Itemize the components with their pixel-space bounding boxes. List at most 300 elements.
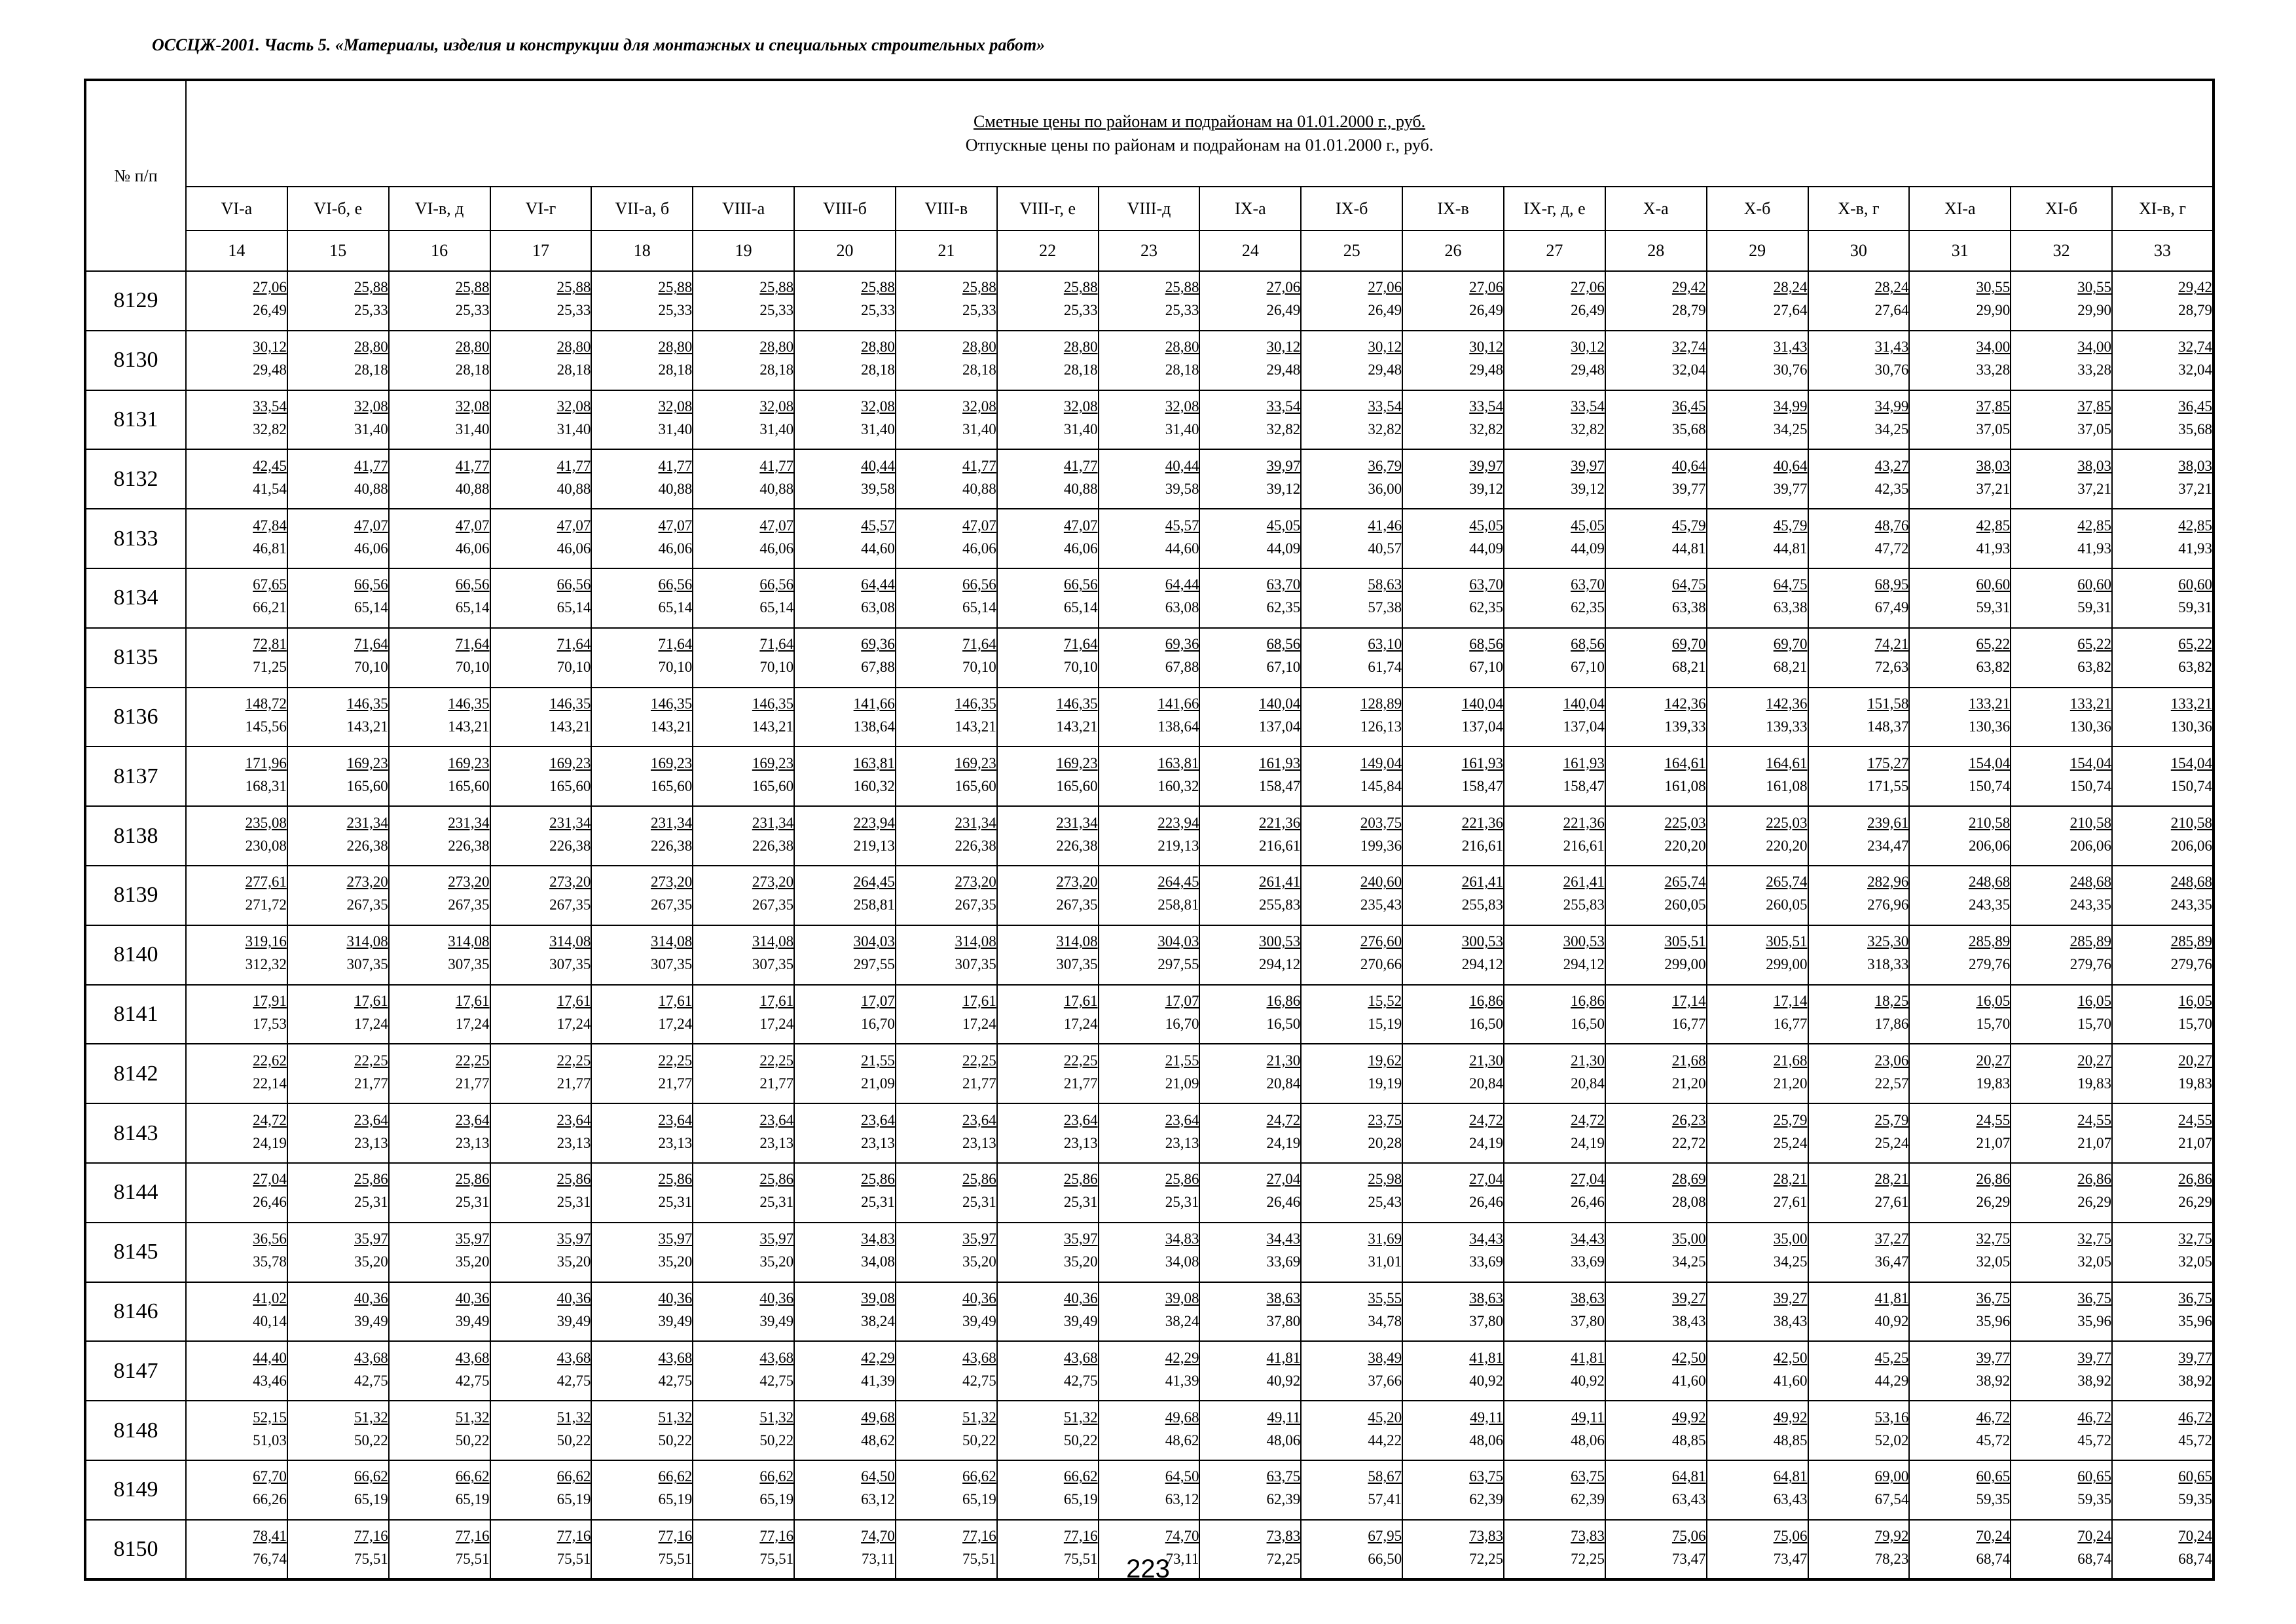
release-price: 25,31 <box>1063 1194 1098 1211</box>
price-cell <box>1504 688 1605 747</box>
release-price: 294,12 <box>1259 956 1301 973</box>
price-cell <box>1605 449 1707 509</box>
price-cell <box>1909 568 2011 628</box>
price-cell <box>1504 985 1605 1044</box>
price-cell <box>1808 449 1910 509</box>
release-price: 40,88 <box>455 480 490 497</box>
release-price: 65,14 <box>556 599 591 616</box>
estimated-price: 35,97 <box>556 1230 591 1247</box>
price-cell <box>2112 866 2214 925</box>
estimated-price: 66,62 <box>455 1468 490 1485</box>
price-cell <box>896 568 997 628</box>
estimated-price: 27,06 <box>1571 279 1605 296</box>
release-price: 17,24 <box>1063 1015 1098 1032</box>
estimated-price: 314,08 <box>346 933 388 950</box>
region-column-header: VII-а, б <box>591 187 693 231</box>
price-cell <box>186 449 287 509</box>
price-cell <box>490 449 592 509</box>
estimated-price: 47,07 <box>354 517 388 534</box>
release-price: 312,32 <box>245 956 287 973</box>
estimated-price: 261,41 <box>1259 874 1301 891</box>
release-price: 25,31 <box>556 1194 591 1211</box>
estimated-price: 66,62 <box>354 1468 388 1485</box>
estimated-price: 175,27 <box>1867 754 1909 771</box>
release-price: 31,40 <box>1063 420 1098 437</box>
release-price: 165,60 <box>752 777 794 794</box>
release-price: 35,68 <box>1671 420 1706 437</box>
price-cell <box>693 806 794 866</box>
release-price: 46,06 <box>759 540 794 557</box>
release-price: 40,92 <box>1266 1372 1301 1389</box>
release-price: 35,20 <box>759 1253 794 1270</box>
price-cell <box>287 390 389 450</box>
release-price: 25,24 <box>1773 1134 1808 1151</box>
release-price: 50,22 <box>759 1431 794 1449</box>
release-price: 20,28 <box>1368 1134 1402 1151</box>
estimated-price: 41,81 <box>1469 1349 1503 1366</box>
release-price: 216,61 <box>1259 837 1301 854</box>
estimated-price: 69,36 <box>1165 636 1199 653</box>
estimated-price: 47,07 <box>658 517 693 534</box>
estimated-price: 28,24 <box>1773 279 1808 296</box>
release-price: 20,84 <box>1469 1075 1503 1092</box>
estimated-price: 35,97 <box>962 1230 996 1247</box>
release-price: 73,11 <box>1165 1550 1199 1567</box>
release-price: 63,08 <box>1165 599 1199 616</box>
estimated-price: 239,61 <box>1867 814 1909 831</box>
estimated-price: 41,77 <box>759 457 794 474</box>
release-price: 318,33 <box>1867 956 1909 973</box>
release-price: 138,64 <box>853 718 895 735</box>
estimated-price: 46,72 <box>1976 1409 2011 1426</box>
price-cell <box>1099 1460 1200 1520</box>
table-row <box>85 747 2214 806</box>
estimated-price: 21,68 <box>1773 1052 1808 1069</box>
price-cell <box>287 747 389 806</box>
release-price: 67,10 <box>1571 659 1605 676</box>
price-cell <box>1099 331 1200 390</box>
region-column-header: VI-а <box>186 187 287 231</box>
release-price: 22,57 <box>1874 1075 1909 1092</box>
estimated-price: 45,05 <box>1266 517 1301 534</box>
region-column-header: IX-в <box>1402 187 1504 231</box>
release-price: 39,77 <box>1671 480 1706 497</box>
price-cell <box>1909 1282 2011 1342</box>
row-number: 8131 <box>85 390 186 450</box>
release-price: 39,49 <box>1063 1312 1098 1329</box>
release-price: 226,38 <box>752 837 794 854</box>
release-price: 57,38 <box>1368 599 1402 616</box>
estimated-price: 45,20 <box>1368 1409 1402 1426</box>
estimated-price: 34,00 <box>2077 339 2112 356</box>
price-cell <box>1402 449 1504 509</box>
price-cell <box>389 449 490 509</box>
price-cell <box>389 1223 490 1282</box>
estimated-price: 66,62 <box>556 1468 591 1485</box>
release-price: 65,14 <box>658 599 693 616</box>
release-price: 161,08 <box>1766 777 1808 794</box>
estimated-price: 60,60 <box>2077 576 2112 593</box>
release-price: 44,81 <box>1671 540 1706 557</box>
estimated-price: 41,81 <box>1266 1349 1301 1366</box>
estimated-price: 25,88 <box>962 279 996 296</box>
price-cell <box>490 628 592 688</box>
estimated-price: 71,64 <box>759 636 794 653</box>
estimated-price: 22,25 <box>1063 1052 1098 1069</box>
release-price: 28,18 <box>455 361 490 378</box>
column-number: 28 <box>1605 231 1707 271</box>
release-price: 19,19 <box>1368 1075 1402 1092</box>
release-price: 75,51 <box>658 1550 693 1567</box>
release-price: 21,20 <box>1671 1075 1706 1092</box>
row-number: 8144 <box>85 1163 186 1223</box>
release-price: 68,21 <box>1773 659 1808 676</box>
release-price: 35,96 <box>2178 1312 2213 1329</box>
row-number-header: № п/п <box>85 80 186 271</box>
price-cell <box>287 1103 389 1163</box>
release-price: 17,24 <box>455 1015 490 1032</box>
price-cell <box>1402 985 1504 1044</box>
price-cell <box>1301 390 1402 450</box>
price-cell <box>287 1163 389 1223</box>
price-cell <box>896 509 997 568</box>
price-cell <box>2112 390 2214 450</box>
estimated-price: 221,36 <box>1563 814 1605 831</box>
release-price: 59,31 <box>2178 599 2213 616</box>
release-price: 65,19 <box>556 1491 591 1508</box>
price-cell <box>1099 509 1200 568</box>
table-row <box>85 1341 2214 1401</box>
estimated-price: 77,16 <box>962 1527 996 1544</box>
release-price: 20,84 <box>1571 1075 1605 1092</box>
estimated-price: 33,54 <box>1368 397 1402 415</box>
price-cell <box>490 1282 592 1342</box>
release-price: 230,08 <box>245 837 287 854</box>
estimated-price: 32,08 <box>1165 397 1199 415</box>
release-price: 71,25 <box>253 659 287 676</box>
release-price: 16,50 <box>1266 1015 1301 1032</box>
estimated-price: 69,70 <box>1671 636 1706 653</box>
release-price: 165,60 <box>955 777 996 794</box>
price-cell <box>591 688 693 747</box>
release-price: 32,82 <box>1368 420 1402 437</box>
price-cell <box>1707 866 1808 925</box>
estimated-price: 26,86 <box>1976 1171 2011 1188</box>
release-price: 22,72 <box>1671 1134 1706 1151</box>
estimated-price: 42,45 <box>253 457 287 474</box>
price-cell <box>1909 747 2011 806</box>
estimated-price: 210,58 <box>1968 814 2011 831</box>
estimated-price: 34,99 <box>1773 397 1808 415</box>
estimated-price: 51,32 <box>455 1409 490 1426</box>
release-price: 307,35 <box>448 956 490 973</box>
estimated-price: 26,23 <box>1671 1111 1706 1128</box>
release-price: 25,31 <box>1165 1194 1199 1211</box>
release-price: 29,90 <box>1976 302 2011 319</box>
release-price: 23,13 <box>861 1134 895 1151</box>
estimated-price: 77,16 <box>556 1527 591 1544</box>
release-price: 143,21 <box>448 718 490 735</box>
estimated-price: 47,07 <box>455 517 490 534</box>
release-price: 59,35 <box>1976 1491 2011 1508</box>
estimated-price: 16,05 <box>1976 992 2011 1009</box>
price-cell <box>1504 1103 1605 1163</box>
release-price: 63,43 <box>1773 1491 1808 1508</box>
estimated-price: 163,81 <box>1157 754 1199 771</box>
price-cell <box>997 449 1099 509</box>
price-cell <box>2112 925 2214 985</box>
estimated-price: 49,68 <box>1165 1409 1199 1426</box>
price-cell <box>1504 1282 1605 1342</box>
price-cell <box>1301 628 1402 688</box>
estimated-price: 146,35 <box>1056 695 1098 712</box>
price-cell <box>490 1341 592 1401</box>
price-cell <box>1504 449 1605 509</box>
estimated-price: 40,36 <box>455 1289 490 1306</box>
release-price: 31,40 <box>1165 420 1199 437</box>
estimated-price: 34,43 <box>1266 1230 1301 1247</box>
price-cell <box>1301 985 1402 1044</box>
column-number: 16 <box>389 231 490 271</box>
price-cell <box>1909 390 2011 450</box>
release-price: 44,22 <box>1368 1431 1402 1449</box>
release-price: 267,35 <box>346 896 388 913</box>
estimated-price: 325,30 <box>1867 933 1909 950</box>
column-number: 15 <box>287 231 389 271</box>
estimated-price: 32,08 <box>556 397 591 415</box>
region-column-header: VI-б, е <box>287 187 389 231</box>
estimated-price: 23,64 <box>759 1111 794 1128</box>
estimated-price: 69,36 <box>861 636 895 653</box>
estimated-price: 66,62 <box>962 1468 996 1485</box>
release-price: 23,13 <box>455 1134 490 1151</box>
release-price: 21,77 <box>556 1075 591 1092</box>
release-price: 63,08 <box>861 599 895 616</box>
estimated-price: 33,54 <box>1469 397 1503 415</box>
release-price: 206,06 <box>2069 837 2112 854</box>
price-cell <box>794 568 896 628</box>
release-price: 15,70 <box>1976 1015 2011 1032</box>
price-cell <box>591 985 693 1044</box>
price-cell <box>1707 688 1808 747</box>
release-price: 62,35 <box>1266 599 1301 616</box>
price-cell <box>997 628 1099 688</box>
estimated-price: 300,53 <box>1461 933 1503 950</box>
estimated-price: 28,21 <box>1773 1171 1808 1188</box>
price-cell <box>186 628 287 688</box>
estimated-price: 25,88 <box>455 279 490 296</box>
release-price: 32,82 <box>253 420 287 437</box>
estimated-price: 231,34 <box>650 814 693 831</box>
price-cell <box>1099 449 1200 509</box>
estimated-price: 45,79 <box>1671 517 1706 534</box>
release-price: 68,21 <box>1671 659 1706 676</box>
estimated-price: 22,62 <box>253 1052 287 1069</box>
estimated-price: 34,83 <box>1165 1230 1199 1247</box>
release-price: 25,33 <box>1165 302 1199 319</box>
estimated-price: 29,42 <box>1671 279 1706 296</box>
estimated-price: 41,02 <box>253 1289 287 1306</box>
release-price: 160,32 <box>853 777 895 794</box>
price-cell <box>1402 568 1504 628</box>
price-cell <box>693 271 794 331</box>
release-price: 143,21 <box>650 718 693 735</box>
price-cell <box>1402 688 1504 747</box>
estimated-price: 17,61 <box>455 992 490 1009</box>
release-price: 25,33 <box>1063 302 1098 319</box>
price-cell <box>389 806 490 866</box>
estimated-price: 63,70 <box>1266 576 1301 593</box>
release-price: 57,41 <box>1368 1491 1402 1508</box>
estimated-price: 273,20 <box>1056 874 1098 891</box>
price-cell <box>186 1103 287 1163</box>
release-price: 41,60 <box>1671 1372 1706 1389</box>
price-cell <box>1707 628 1808 688</box>
release-price: 38,92 <box>2178 1372 2213 1389</box>
estimated-price: 164,61 <box>1664 754 1706 771</box>
release-price: 23,13 <box>1165 1134 1199 1151</box>
price-cell <box>1707 985 1808 1044</box>
estimated-price: 24,55 <box>1976 1111 2011 1128</box>
release-price: 206,06 <box>1968 837 2011 854</box>
price-cell <box>389 1044 490 1103</box>
estimated-price: 164,61 <box>1766 754 1808 771</box>
price-cell <box>1707 1103 1808 1163</box>
price-cell <box>997 1460 1099 1520</box>
price-cell <box>1301 1044 1402 1103</box>
estimated-price: 66,62 <box>759 1468 794 1485</box>
estimated-price: 51,32 <box>962 1409 996 1426</box>
release-price: 28,18 <box>759 361 794 378</box>
estimated-price: 141,66 <box>1157 695 1199 712</box>
price-cell <box>693 1044 794 1103</box>
price-cell <box>1099 985 1200 1044</box>
estimated-price: 32,08 <box>354 397 388 415</box>
estimated-price: 25,98 <box>1368 1171 1402 1188</box>
release-price: 72,25 <box>1469 1550 1503 1567</box>
release-price: 65,14 <box>455 599 490 616</box>
price-cell <box>389 866 490 925</box>
price-cell <box>1605 390 1707 450</box>
release-price: 40,88 <box>759 480 794 497</box>
release-price: 35,20 <box>455 1253 490 1270</box>
release-price: 42,75 <box>556 1372 591 1389</box>
price-cell <box>591 628 693 688</box>
price-cell <box>389 390 490 450</box>
column-number: 20 <box>794 231 896 271</box>
release-price: 44,60 <box>1165 540 1199 557</box>
release-price: 23,13 <box>354 1134 388 1151</box>
release-price: 26,49 <box>1469 302 1503 319</box>
release-price: 21,09 <box>1165 1075 1199 1092</box>
release-price: 50,22 <box>962 1431 996 1449</box>
price-cell <box>2011 866 2112 925</box>
estimated-price: 42,85 <box>1976 517 2011 534</box>
price-cell <box>1808 985 1910 1044</box>
estimated-price: 285,89 <box>1968 933 2011 950</box>
release-price: 31,01 <box>1368 1253 1402 1270</box>
table-row <box>85 390 2214 450</box>
price-cell <box>1402 866 1504 925</box>
release-price: 37,05 <box>2077 420 2112 437</box>
estimated-price: 43,68 <box>455 1349 490 1366</box>
price-cell <box>1605 1282 1707 1342</box>
release-price: 63,12 <box>1165 1491 1199 1508</box>
release-price: 25,31 <box>759 1194 794 1211</box>
estimated-price: 276,60 <box>1360 933 1402 950</box>
estimated-price: 39,97 <box>1266 457 1301 474</box>
estimated-price: 27,04 <box>1469 1171 1503 1188</box>
price-cell <box>186 1044 287 1103</box>
release-price: 68,74 <box>2077 1550 2112 1567</box>
price-cell <box>1301 806 1402 866</box>
price-cell <box>2011 271 2112 331</box>
price-cell <box>1199 806 1301 866</box>
price-cell <box>794 1163 896 1223</box>
release-price: 19,83 <box>1976 1075 2011 1092</box>
release-price: 255,83 <box>1259 896 1301 913</box>
release-price: 39,77 <box>1773 480 1808 497</box>
price-cell <box>1808 806 1910 866</box>
release-price: 67,54 <box>1874 1491 1909 1508</box>
release-price: 39,58 <box>861 480 895 497</box>
price-cell <box>1402 509 1504 568</box>
estimated-price: 23,64 <box>962 1111 996 1128</box>
price-cell <box>1504 628 1605 688</box>
estimated-price: 231,34 <box>752 814 794 831</box>
release-price: 297,55 <box>1157 956 1199 973</box>
release-price: 226,38 <box>650 837 693 854</box>
release-price: 130,36 <box>2069 718 2112 735</box>
estimated-price: 39,77 <box>2077 1349 2112 1366</box>
price-cell <box>186 1282 287 1342</box>
price-cell <box>2011 1282 2112 1342</box>
estimated-prices-title: Сметные цены по районам и подрайонам на 01.01.2000 г., руб. <box>973 112 1426 131</box>
price-cell <box>693 747 794 806</box>
estimated-price: 77,16 <box>354 1527 388 1544</box>
estimated-price: 17,07 <box>861 992 895 1009</box>
price-cell <box>1099 1401 1200 1460</box>
price-cell <box>186 688 287 747</box>
estimated-price: 44,40 <box>253 1349 287 1366</box>
estimated-price: 37,85 <box>1976 397 2011 415</box>
estimated-price: 25,88 <box>658 279 693 296</box>
estimated-price: 171,96 <box>245 754 287 771</box>
price-cell <box>287 271 389 331</box>
price-cell <box>490 1044 592 1103</box>
price-cell <box>591 1103 693 1163</box>
release-price: 25,33 <box>455 302 490 319</box>
estimated-price: 17,14 <box>1671 992 1706 1009</box>
estimated-price: 33,54 <box>253 397 287 415</box>
release-price: 46,06 <box>1063 540 1098 557</box>
release-price: 51,03 <box>253 1431 287 1449</box>
price-cell <box>1605 1103 1707 1163</box>
estimated-price: 66,56 <box>1063 576 1098 593</box>
estimated-price: 43,68 <box>658 1349 693 1366</box>
column-number: 18 <box>591 231 693 271</box>
release-price: 37,80 <box>1571 1312 1605 1329</box>
estimated-price: 210,58 <box>2170 814 2213 831</box>
estimated-price: 51,32 <box>556 1409 591 1426</box>
price-cell <box>1099 1282 1200 1342</box>
release-price: 65,19 <box>962 1491 996 1508</box>
release-price: 25,33 <box>861 302 895 319</box>
estimated-price: 40,36 <box>354 1289 388 1306</box>
price-cell <box>1504 271 1605 331</box>
estimated-price: 65,22 <box>2178 636 2213 653</box>
release-price: 23,13 <box>759 1134 794 1151</box>
